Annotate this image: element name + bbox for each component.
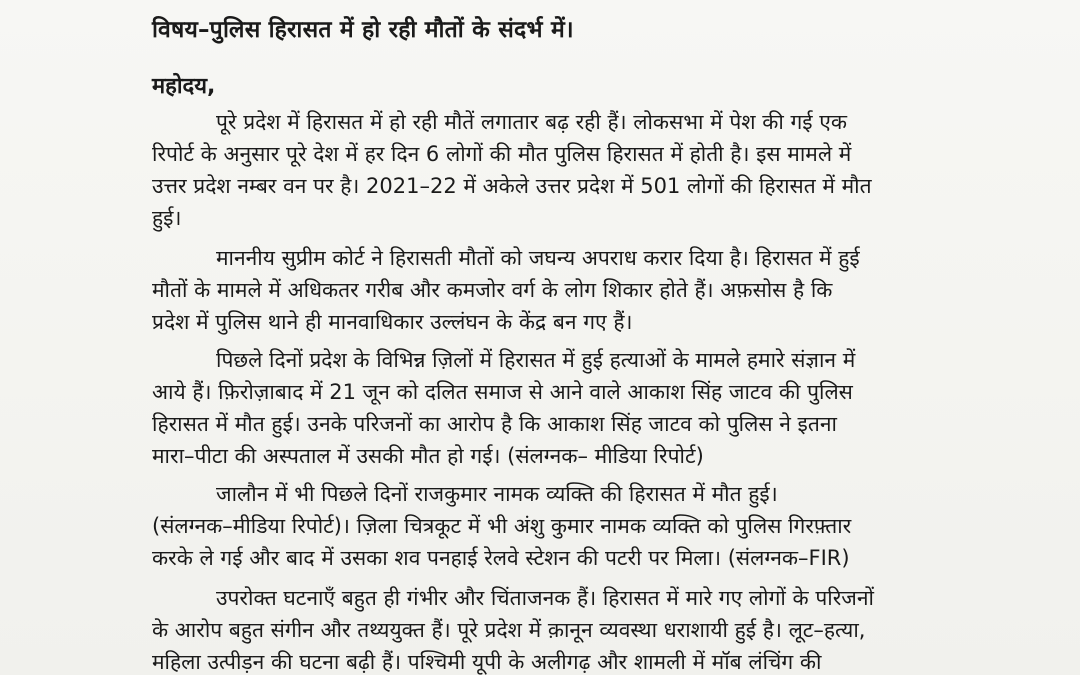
paragraph-line: हिरासत में मौत हुई। उनके परिजनों का आरोप है कि आकाश सिंह जाटव को पुलिस ने इतना bbox=[152, 412, 837, 436]
paragraph-jalaun-chitrakoot-cases bbox=[152, 478, 1052, 574]
paragraph-line: उत्तर प्रदेश नम्बर वन पर है। 2021–22 में अकेले उत्तर प्रदेश में 501 लोगों की हिरासत में मौत bbox=[152, 174, 872, 198]
paragraph-line: पूरे प्रदेश में हिरासत में हो रही मौतें लगातार बढ़ रही हैं। लोकसभा में पेश की गई एक bbox=[216, 110, 848, 134]
paragraph-line: उपरोक्त घटनाएँ बहुत ही गंभीर और चिंताजनक हैं। हिरासत में मारे गए लोगों के परिजनों bbox=[216, 586, 874, 610]
paragraph-line: मारा–पीटा की अस्पताल में उसकी मौत हो गई। (संलग्नक– मीडिया रिपोर्ट) bbox=[152, 444, 704, 468]
paragraph-line: आये हैं। फ़िरोज़ाबाद में 21 जून को दलित समाज से आने वाले आकाश सिंह जाटव की पुलिस bbox=[152, 380, 853, 404]
paragraph-line: मौतों के मामले में अधिकतर गरीब और कमजोर वर्ग के लोग शिकार होते हैं। अफ़सोस है कि bbox=[152, 278, 833, 302]
paragraph-line: माननीय सुप्रीम कोर्ट ने हिरासती मौतों को जघन्य अपराध करार दिया है। हिरासत में हुई bbox=[216, 246, 860, 270]
paragraph-line: महिला उत्पीड़न की घटना बढ़ी हैं। पश्चिमी यूपी के अलीगढ़ और शामली में मॉब लंचिंग की bbox=[152, 650, 822, 674]
paragraph-law-and-order bbox=[152, 582, 1052, 675]
paragraph-custody-deaths-statistics bbox=[152, 106, 1052, 234]
paragraph-line: पिछले दिनों प्रदेश के विभिन्न ज़िलों में हिरासत में हुई हत्याओं के मामले हमारे संज्ञान में bbox=[216, 348, 856, 372]
paragraph-line: रिपोर्ट के अनुसार पूरे देश में हर दिन 6 लोगों की मौत पुलिस हिरासत में होती है। इस मामले में bbox=[152, 142, 852, 166]
paragraph-firozabad-case bbox=[152, 344, 1052, 472]
paragraph-line: जालौन में भी पिछले दिनों राजकुमार नामक व्यक्ति की हिरासत में मौत हुई। bbox=[216, 482, 778, 506]
paragraph-line: के आरोप बहुत संगीन और तथ्ययुक्त हैं। पूरे प्रदेश में क़ानून व्यवस्था धराशायी हुई है। लूट–हत्या, bbox=[152, 618, 866, 642]
paragraph-line: करके ले गई और बाद में उसका शव पनहाई रेलवे स्टेशन की पटरी पर मिला। (संलग्नक–FIR) bbox=[152, 546, 850, 570]
paragraph-supreme-court bbox=[152, 242, 1052, 338]
paragraph-line: प्रदेश में पुलिस थाने ही मानवाधिकार उल्लंघन के केंद्र बन गए हैं। bbox=[152, 310, 633, 334]
paragraph-line: (संलग्नक–मीडिया रिपोर्ट)। ज़िला चित्रकूट में भी अंशु कुमार नामक व्यक्ति को पुलिस गिरफ़्तार bbox=[152, 514, 852, 538]
letter-salutation: महोदय, bbox=[152, 74, 216, 99]
paragraph-line: हुई। bbox=[152, 206, 182, 230]
letter-subject: विषय–पुलिस हिरासत में हो रही मौतों के संदर्भ में। bbox=[152, 17, 574, 43]
